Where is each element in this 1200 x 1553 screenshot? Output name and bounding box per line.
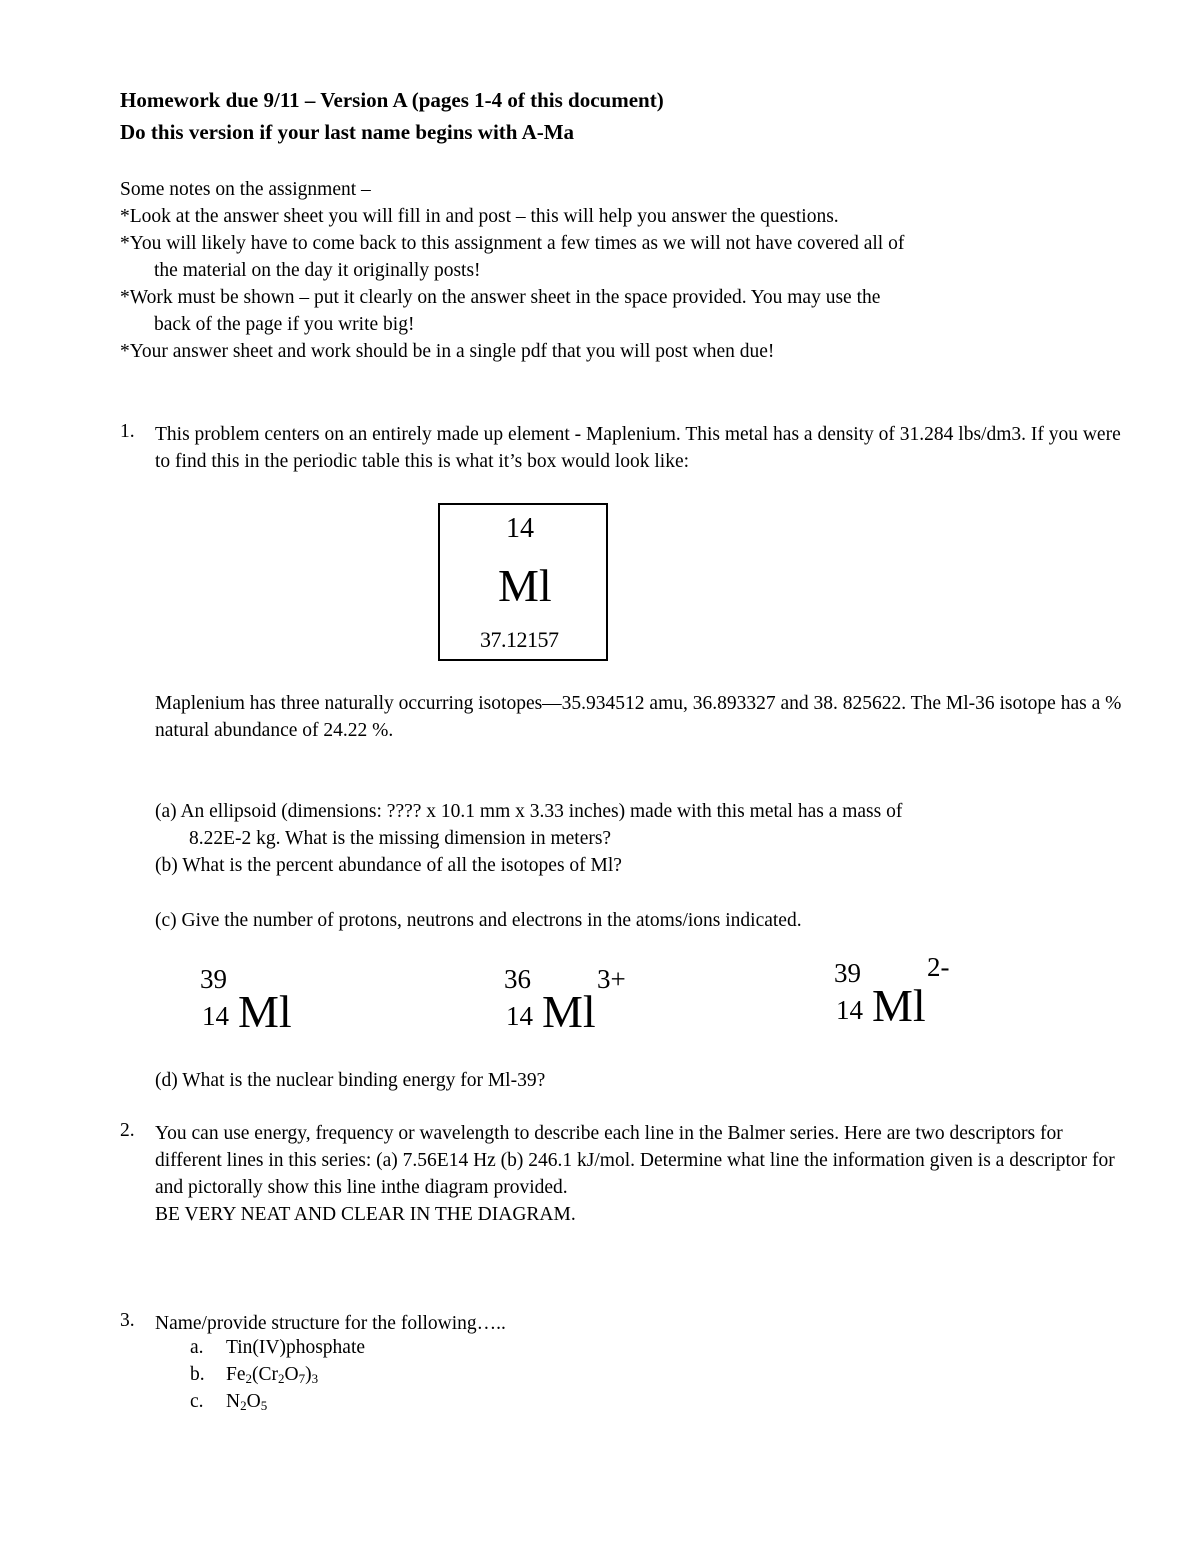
q3-a-label: a.: [190, 1337, 204, 1358]
q1-part-b: (b) What is the percent abundance of all the isotopes of Ml?: [155, 855, 622, 876]
q3-b-formula: $Fe_2(Cr_2O_7)_3$: [226, 1364, 319, 1386]
notes-intro: Some notes on the assignment –: [120, 179, 371, 200]
q1-text: This problem centers on an entirely made up element - Maplenium. This metal has a density of 31.284 lbs/dm3. If you were to find this in the periodic table this is what it’s box would look like:: [155, 424, 1121, 472]
q3-a-text: Tin(IV)phosphate: [226, 1337, 366, 1358]
note-item: *Your answer sheet and work should be in a single pdf that you will post when due!: [120, 341, 775, 362]
title-line-1: Homework due 9/11 – Version A (pages 1-4 of this document): [120, 88, 664, 112]
note-item: *Look at the answer sheet you will fill in and post – this will help you answer the questions.: [120, 206, 839, 227]
element-symbol: Ml: [498, 560, 552, 611]
q2-emphasis: BE VERY NEAT AND CLEAR IN THE DIAGRAM.: [155, 1204, 576, 1225]
note-item: *Work must be shown – put it clearly on the answer sheet in the space provided. You may use the back of the page if you write big!: [120, 287, 881, 335]
q1-part-a: (a) An ellipsoid (dimensions: ???? x 10.1 mm x 3.33 inches) made with this metal has a mass of 8.22E-2 kg. What is the missing dimension in meters?: [155, 801, 903, 849]
title-line-2: Do this version if your last name begins with A-Ma: [120, 120, 575, 144]
notes-section: [120, 176, 1110, 365]
q3-b-label: b.: [190, 1364, 205, 1385]
q1-part-d: (d) What is the nuclear binding energy for Ml-39?: [155, 1070, 546, 1091]
q3-number: 3.: [120, 1310, 135, 1331]
q1-part-c: (c) Give the number of protons, neutrons and electrons in the atoms/ions indicated.: [155, 910, 802, 931]
q1-number: 1.: [120, 421, 135, 442]
q3-c-label: c.: [190, 1391, 204, 1412]
q2-number: 2.: [120, 1120, 135, 1141]
element-mass: 37.12157: [480, 627, 559, 652]
element-atomic-number: 14: [506, 513, 534, 544]
note-item: *You will likely have to come back to this assignment a few times as we will not have covered all of the material on the day it originally posts!: [120, 233, 905, 281]
q3-text: Name/provide structure for the following…..: [155, 1313, 506, 1334]
q2-text: You can use energy, frequency or wavelength to describe each line in the Balmer series. Here are two descriptors for different lines in this series: (a) 7.56E14 Hz (b) 246.1 kJ/mol. Determine what line the information given is a descriptor for and pictorally show this line inthe diagram provided. BE VERY NEAT AND CLEAR IN THE DIAGRAM.: [155, 1120, 1125, 1228]
element-box: [438, 503, 608, 661]
q1-isotopes-text: Maplenium has three naturally occurring isotopes—35.934512 amu, 36.893327 and 38. 825622. The Ml-36 isotope has a % natural abundance of 24.22 %.: [155, 693, 1122, 741]
q3-c-formula: $N_2O_5$: [226, 1391, 268, 1413]
